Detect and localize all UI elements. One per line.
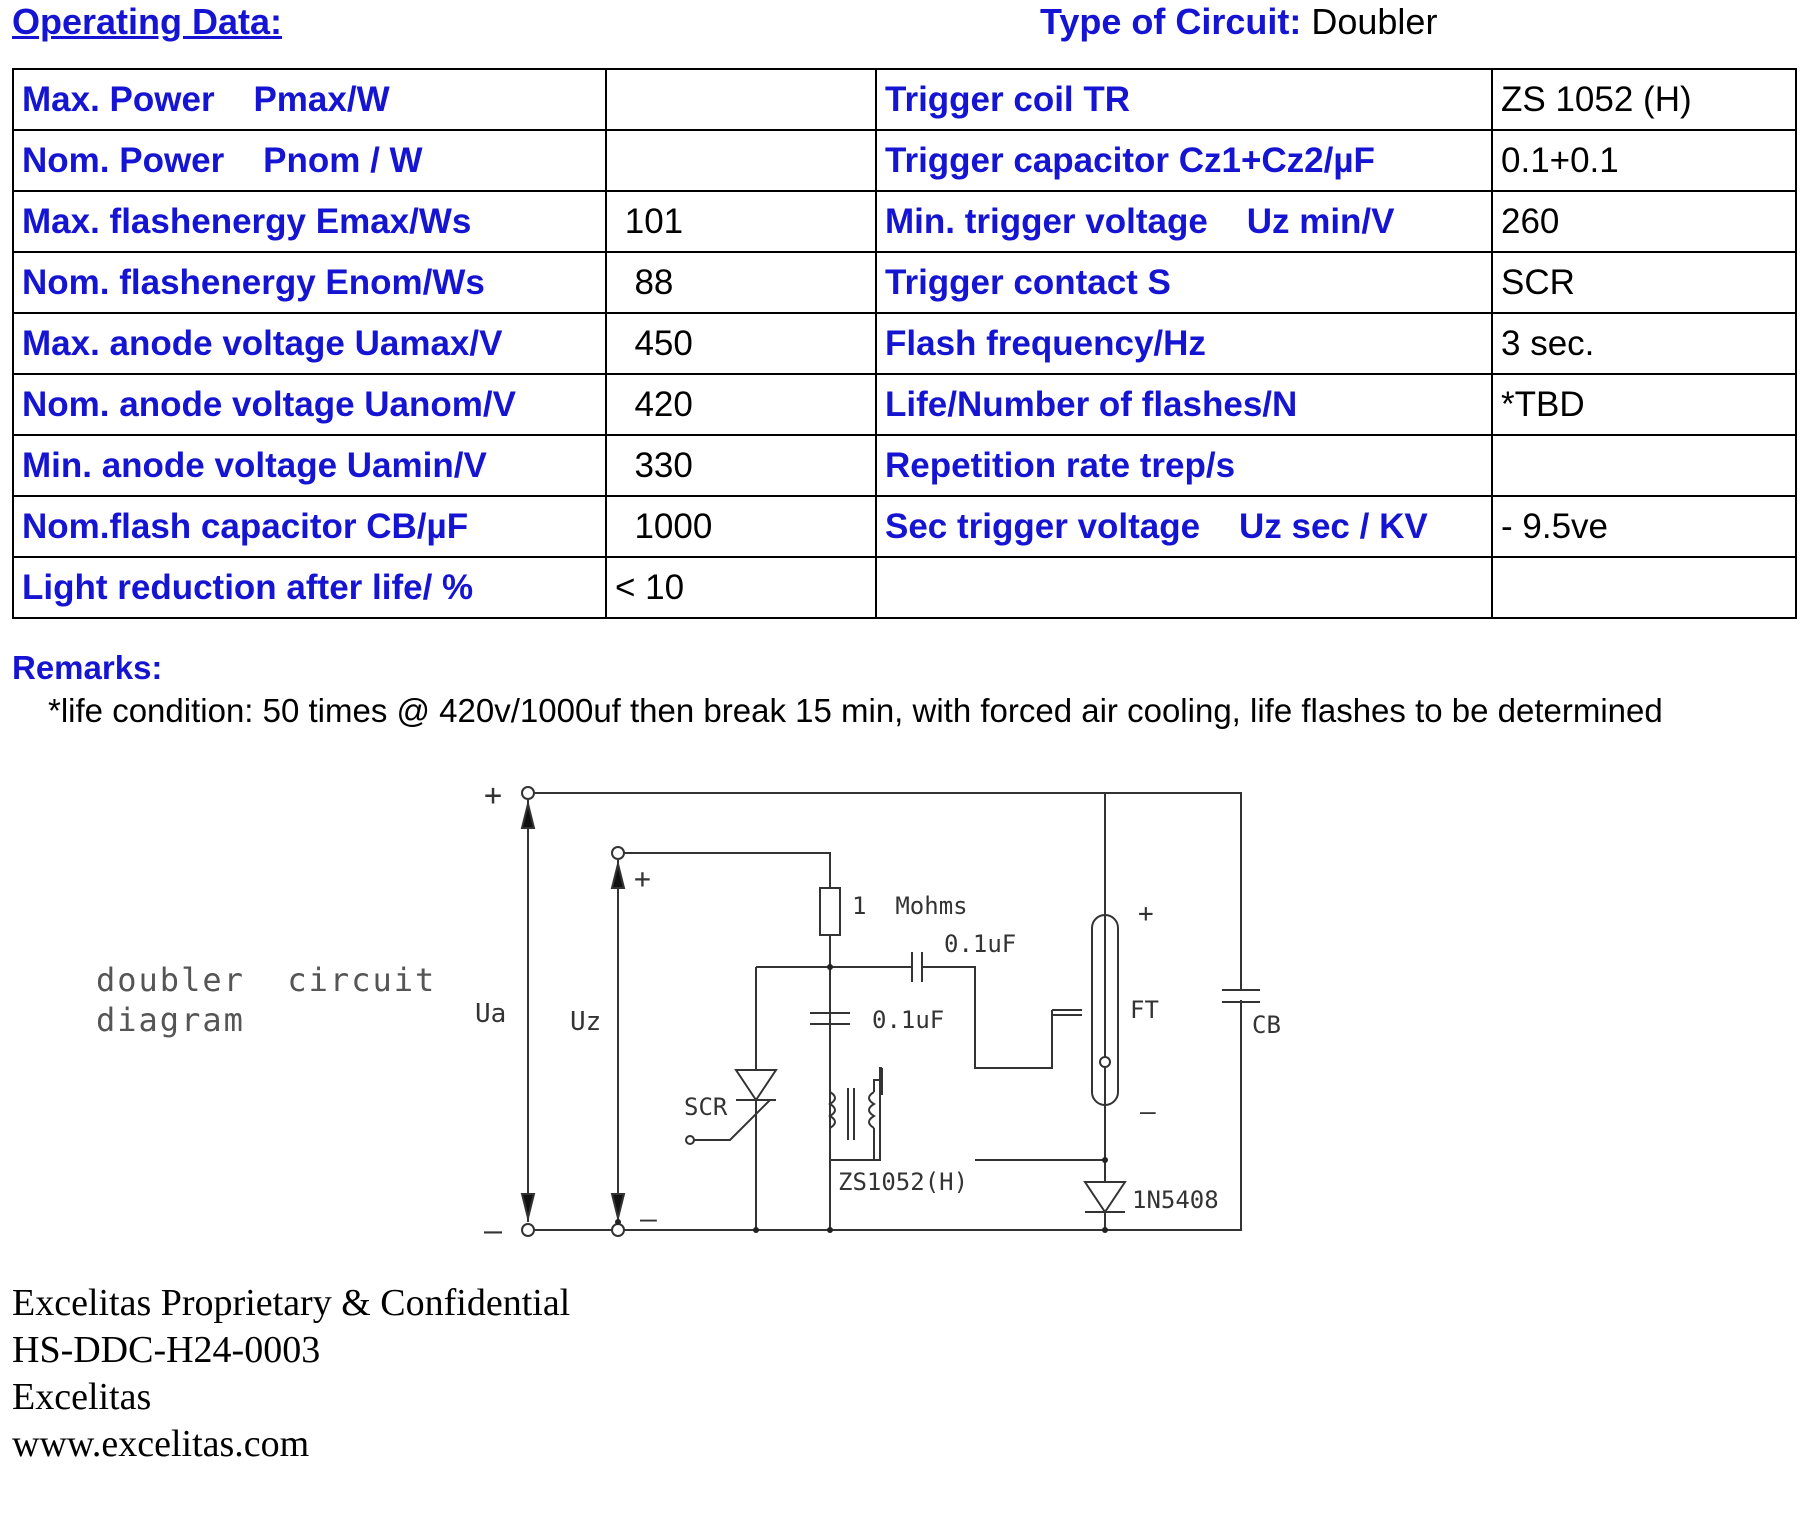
mid-capacitor-label: 0.1uF — [872, 1006, 945, 1034]
footer-line1: Excelitas Proprietary & Confidential — [12, 1282, 571, 1324]
uz-arrow — [612, 860, 624, 1222]
ua-label: Ua — [475, 999, 507, 1029]
param-label: Min. trigger voltage Uz min/V — [876, 191, 1492, 252]
param-label: Nom. flashenergy Enom/Ws — [13, 252, 606, 313]
param-value: *TBD — [1492, 374, 1796, 435]
param-label: Trigger capacitor Cz1+Cz2/µF — [876, 130, 1492, 191]
param-label: Sec trigger voltage Uz sec / KV — [876, 496, 1492, 557]
diagram-caption-line1: doubler circuit — [96, 961, 437, 999]
ua-arrow — [522, 800, 534, 1222]
footer — [12, 1280, 570, 1468]
param-label: Max. Power Pmax/W — [13, 69, 606, 130]
resistor-label: 1 Mohms — [852, 892, 968, 920]
footer-line3: Excelitas — [12, 1376, 152, 1418]
param-value: ZS 1052 (H) — [1492, 69, 1796, 130]
ft-plus-label: + — [1138, 899, 1154, 929]
param-value: - 9.5ve — [1492, 496, 1796, 557]
circuit-type-value: Doubler — [1311, 1, 1438, 42]
flash-tube — [1052, 915, 1118, 1105]
param-label: Max. flashenergy Emax/Ws — [13, 191, 606, 252]
param-value: 1000 — [606, 496, 876, 557]
uz-label: Uz — [570, 1007, 602, 1037]
param-label: Max. anode voltage Uamax/V — [13, 313, 606, 374]
param-value: 260 — [1492, 191, 1796, 252]
cb-label: CB — [1252, 1011, 1281, 1039]
param-label: Nom. anode voltage Uanom/V — [13, 374, 606, 435]
plus-label-ua: + — [484, 778, 503, 813]
ft-minus-label: – — [1140, 1097, 1156, 1127]
param-value: < 10 — [606, 557, 876, 618]
circuit-type-label: Type of Circuit: — [1040, 1, 1302, 42]
param-label: Nom.flash capacitor CB/µF — [13, 496, 606, 557]
param-value: 88 — [606, 252, 876, 313]
ft-label: FT — [1130, 996, 1159, 1024]
operating-data-heading: Operating Data: — [12, 1, 283, 42]
remarks-text: *life condition: 50 times @ 420v/1000uf then break 15 min, with forced air cooling, life flashes to be determined — [48, 692, 1663, 729]
scr-label: SCR — [684, 1093, 728, 1121]
minus-label-ua: – — [484, 1214, 503, 1249]
minus-label-uz: – — [640, 1202, 657, 1235]
param-value: 420 — [606, 374, 876, 435]
param-label: Life/Number of flashes/N — [876, 374, 1492, 435]
remarks-title: Remarks: — [12, 649, 163, 686]
param-label: Repetition rate trep/s — [876, 435, 1492, 496]
param-value: 450 — [606, 313, 876, 374]
param-value: 330 — [606, 435, 876, 496]
param-label: Trigger coil TR — [876, 69, 1492, 130]
param-label: Trigger contact S — [876, 252, 1492, 313]
diagram-caption-line2: diagram — [96, 1001, 245, 1039]
plus-label-uz: + — [634, 862, 651, 895]
trigger-coil — [830, 1078, 882, 1160]
param-label: Flash frequency/Hz — [876, 313, 1492, 374]
terminals — [522, 787, 694, 1236]
param-value: SCR — [1492, 252, 1796, 313]
footer-line4[interactable]: www.excelitas.com — [12, 1423, 310, 1465]
param-value: 3 sec. — [1492, 313, 1796, 374]
diode — [1085, 1160, 1125, 1230]
param-value: 0.1+0.1 — [1492, 130, 1796, 191]
diode-label: 1N5408 — [1132, 1186, 1219, 1214]
coil-label: ZS1052(H) — [838, 1168, 969, 1196]
param-label: Nom. Power Pnom / W — [13, 130, 606, 191]
param-label: Min. anode voltage Uamin/V — [13, 435, 606, 496]
footer-line2: HS-DDC-H24-0003 — [12, 1329, 321, 1371]
resistor — [820, 888, 840, 935]
param-label: Light reduction after life/ % — [13, 557, 606, 618]
param-value: 101 — [606, 191, 876, 252]
top-capacitor-label: 0.1uF — [944, 930, 1017, 958]
